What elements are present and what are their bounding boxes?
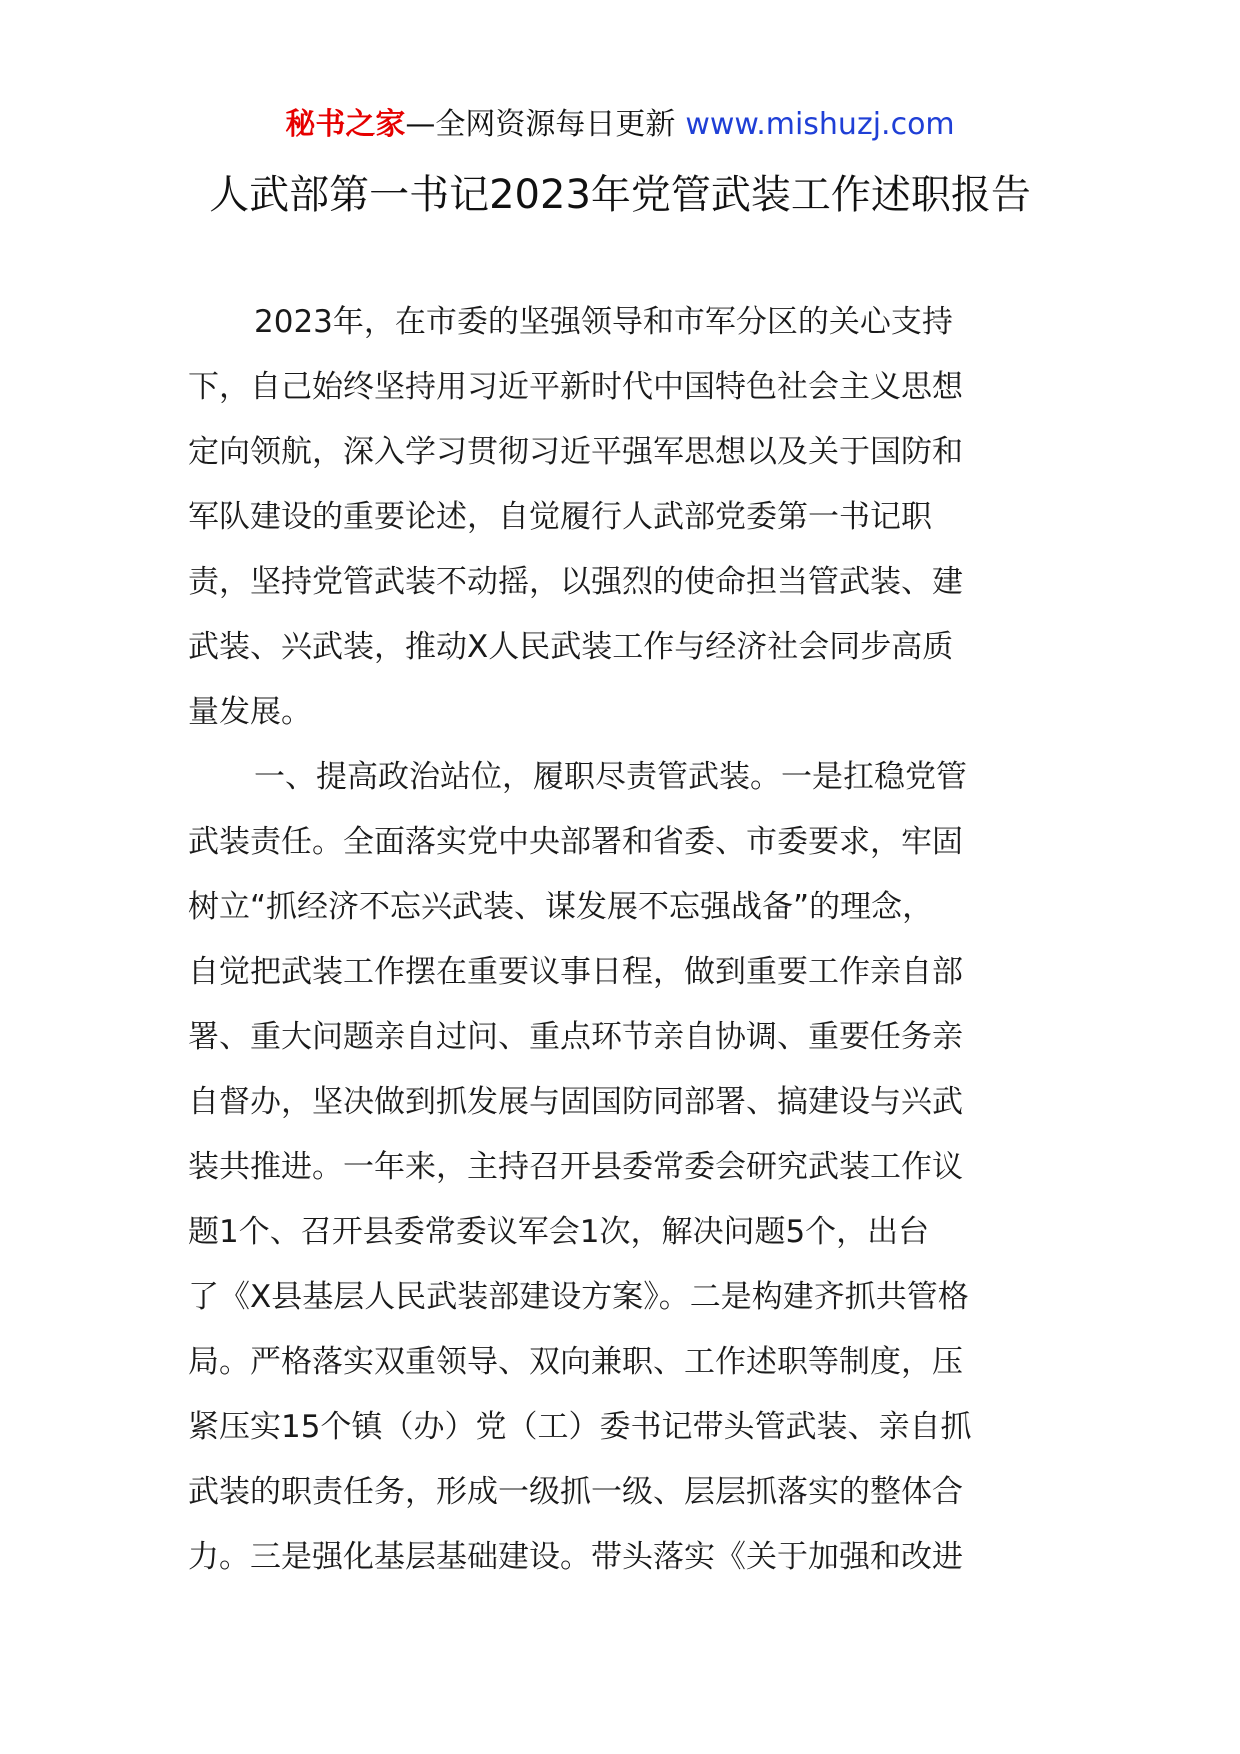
section-heading-line: 一、提高政治站位，履职尽责管武装。一是扛稳党管 xyxy=(254,759,967,795)
body-line: 定向领航，深入学习贯彻习近平强军思想以及关于国防和 xyxy=(188,434,963,470)
body-line: 题1个、召开县委常委议军会1次，解决问题5个，出台 xyxy=(188,1214,930,1250)
body-line: 武装、兴武装，推动X人民武装工作与经济社会同步高质 xyxy=(188,629,954,665)
body-line: 量发展。 xyxy=(188,694,312,730)
body-line: 自觉把武装工作摆在重要议事日程，做到重要工作亲自部 xyxy=(188,954,963,990)
body-line: 自督办，坚决做到抓发展与固国防同部署、搞建设与兴武 xyxy=(188,1084,963,1120)
body-line: 署、重大问题亲自过问、重点环节亲自协调、重要任务亲 xyxy=(188,1019,963,1055)
body-line: 武装责任。全面落实党中央部署和省委、市委要求，牢固 xyxy=(188,824,963,860)
header-tagline: —全网资源每日更新 xyxy=(405,107,676,142)
site-url-link[interactable]: www.mishuzj.com xyxy=(685,107,955,142)
body-line: 树立“抓经济不忘兴武装、谋发展不忘强战备”的理念， xyxy=(188,889,934,925)
body-line: 紧压实15个镇（办）党（工）委书记带头管武装、亲自抓 xyxy=(188,1409,972,1445)
body-line: 了《X县基层人民武装部建设方案》。二是构建齐抓共管格 xyxy=(188,1279,969,1315)
body-line: 局。严格落实双重领导、双向兼职、工作述职等制度，压 xyxy=(188,1344,963,1380)
body-line: 装共推进。一年来，主持召开县委常委会研究武装工作议 xyxy=(188,1149,963,1185)
body-line: 力。三是强化基层基础建设。带头落实《关于加强和改进 xyxy=(188,1539,963,1575)
document-title: 人武部第一书记2023年党管武装工作述职报告 xyxy=(209,172,1031,218)
body-line: 2023年，在市委的坚强领导和市军分区的关心支持 xyxy=(254,304,953,340)
body-line: 军队建设的重要论述，自觉履行人武部党委第一书记职 xyxy=(188,499,932,535)
brand-name: 秘书之家 xyxy=(285,107,406,142)
body-line: 武装的职责任务，形成一级抓一级、层层抓落实的整体合 xyxy=(188,1474,963,1510)
header-banner xyxy=(0,103,1240,147)
body-line: 责，坚持党管武装不动摇，以强烈的使命担当管武装、建 xyxy=(188,564,963,600)
body-line: 下，自己始终坚持用习近平新时代中国特色社会主义思想 xyxy=(188,369,963,405)
document-body xyxy=(188,290,1054,1590)
